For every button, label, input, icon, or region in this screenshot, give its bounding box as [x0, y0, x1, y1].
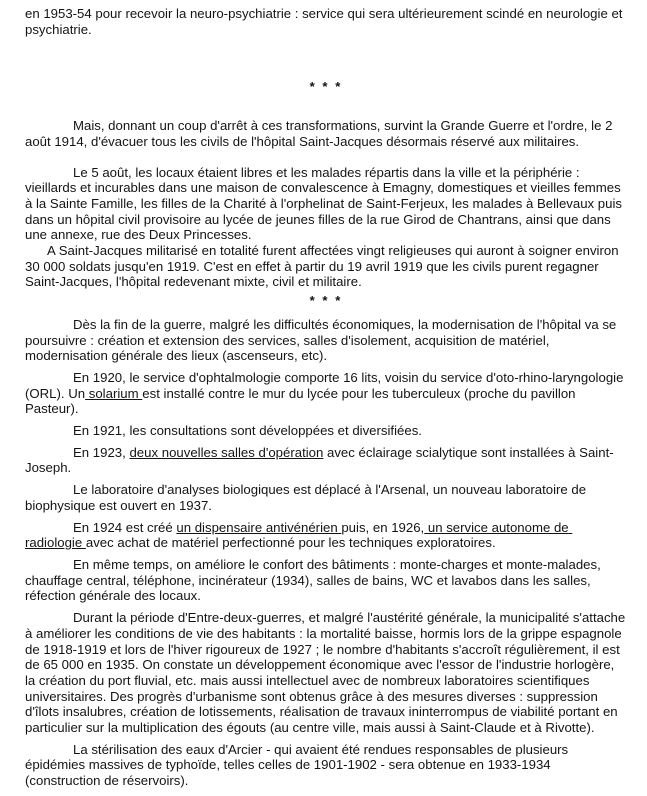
paragraph-text: En 1923,	[73, 444, 130, 460]
asterisk-separator	[25, 293, 627, 309]
paragraph-text: avec éclairage scialytique sont installées à Saint-Joseph.	[25, 444, 614, 476]
asterisk-separator	[25, 79, 627, 95]
paragraph-5-aout	[25, 165, 627, 244]
separator-text: * * *	[309, 79, 343, 95]
paragraph-text: Le 5 août, les locaux étaient libres et les malades répartis dans la ville et la périphérie : vieillards et incurables dans une maison de convalescence à Emagny, domestiques et vieilles femmes à la Sainte Famille, les filles de la Charité à l'orphelinat de Saint-Ferjeux, les malades à Bellevaux puis dans un hôpital civil provisoire au lycée de jeunes filles de la rue Girod de Chantrans, ainsi que dans une annexe, rue des Deux Princesses.	[25, 164, 626, 243]
paragraph-text: En 1921, les consultations sont développées et diversifiées.	[73, 423, 422, 439]
paragraph-text: Dès la fin de la guerre, malgré les difficultés économiques, la modernisation de l'hôpital va se poursuivre : création et extension des services, salles d'isolement, acquisition de matériel, modernisation générale des lieux (ascenseurs, etc).	[25, 316, 620, 364]
paragraph-text: Le laboratoire d'analyses biologiques est déplacé à l'Arsenal, un nouveau laboratoire de biophysique est ouvert en 1937.	[25, 482, 590, 513]
underlined-phrase-dispensaire: un dispensaire antivénérien	[176, 519, 342, 535]
underlined-phrase-salles-operation: deux nouvelles salles d'opération	[129, 444, 324, 460]
paragraph-1920-ophtalmologie	[25, 370, 627, 417]
underlined-phrase-radiologie: un service autonome de radiologie	[25, 519, 573, 551]
paragraph-text: La stérilisation des eaux d'Arcier - qui avaient été rendues responsables de plusieurs épidémies massives de typhoïde, telles celles de 1901-1902 - sera obtenue en 1933-1934 (construction de réservoirs).	[25, 741, 572, 789]
paragraph-laboratoire-analyses	[25, 482, 627, 513]
paragraph-text: puis, en 1926,	[341, 519, 425, 535]
paragraph-1923-salles-operation	[25, 445, 627, 476]
paragraph-sterilisation-eaux	[25, 742, 627, 789]
paragraph-text: En 1920, le service d'ophtalmologie comporte 16 lits, voisin du service d'oto-rhino-laryngologie (ORL). Un	[25, 369, 628, 401]
paragraph-text: En même temps, on améliore le confort des bâtiments : monte-charges et monte-malades, chauffage central, téléphone, incinérateur (1934), salles de bains, WC et lavabos dans les salles, réfection générale des locaux.	[25, 556, 605, 604]
paragraph-entre-deux-guerres	[25, 610, 627, 736]
paragraph-text: Mais, donnant un coup d'arrêt à ces transformations, survint la Grande Guerre et l'ordre, le 2 août 1914, d'évacuer tous les civils de l'hôpital Saint-Jacques désormais réservé aux militaires.	[25, 118, 617, 149]
paragraph-text: Durant la période d'Entre-deux-guerres, et malgré l'austérité générale, la municipalité s'attache à améliorer les conditions de vie des habitants : la mortalité baisse, hormis lors de la grippe espagnole de 1918-1919 et lors de l'hiver rigoureux de 1927 ; le nombre d'habitants s'accroît régulièrement, il est de 65 000 en 1935. On constate un développement économique avec l'essor de l'industrie horlogère, la création du port fluvial, etc. mais aussi intellectuel avec de nombreux laboratoires scientifiques universitaires. Des progrès d'urbanisme sont obtenus grâce à des mesures diverses : suppression d'îlots insalubres, création de lotissements, réalisation de travaux ininterrompus de viabilité portant en particulier sur la multiplication des égouts (au centre ville, mais aussi à Saint-Claude et à Rivotte).	[25, 610, 629, 736]
paragraph-saint-jacques-militarise	[25, 243, 627, 290]
paragraph-text: A Saint-Jacques militarisé en totalité furent affectées vingt religieuses qui auront à soigner environ 30 000 soldats jusqu'en 1919. C'est en effet à partir du 19 avril 1919 que les civils purent regagner Saint-Jacques, l'hôpital redevenant mixte, civil et militaire.	[25, 243, 623, 290]
paragraph-text: avec achat de matériel perfectionné pour les techniques exploratoires.	[85, 535, 496, 551]
paragraph-1921-consultations	[25, 423, 627, 439]
paragraph-fin-de-guerre	[25, 317, 627, 364]
paragraph-1924-dispensaire	[25, 520, 627, 551]
paragraph-confort-batiments	[25, 557, 627, 604]
paragraph-grande-guerre	[25, 118, 627, 149]
paragraph-text: est installé contre le mur du lycée pour les tuberculeux (proche du pavillon Pasteur).	[25, 385, 580, 417]
paragraph-neuro-psychiatrie	[25, 6, 627, 37]
paragraph-text: En 1924 est créé	[73, 519, 177, 535]
separator-text: * * *	[309, 293, 343, 309]
underlined-phrase-solarium: solarium	[85, 385, 143, 401]
paragraph-text: en 1953-54 pour recevoir la neuro-psychiatrie : service qui sera ultérieurement scindé en neurologie et psychiatrie.	[25, 6, 627, 37]
